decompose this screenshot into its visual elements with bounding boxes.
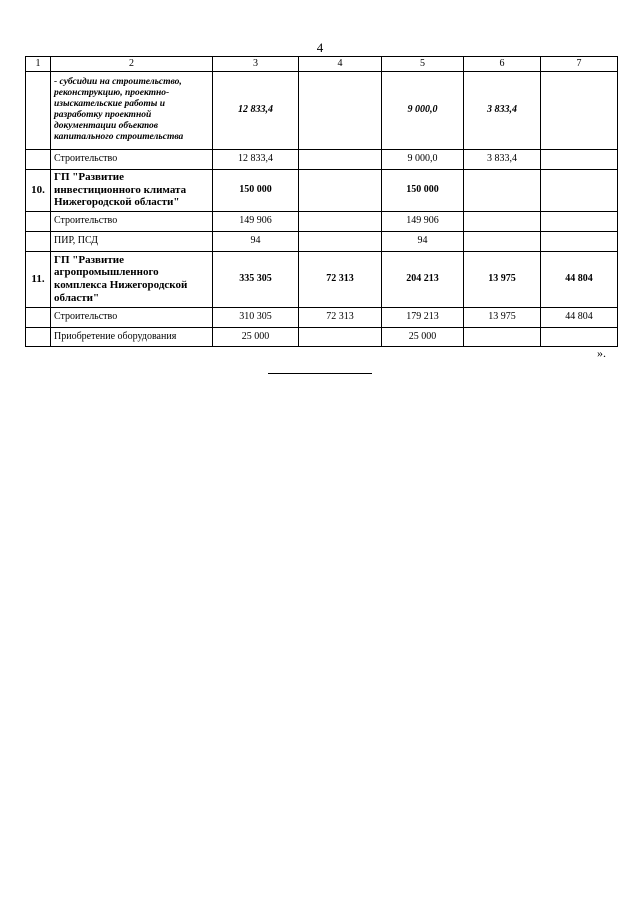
row-index: 11. bbox=[26, 251, 51, 307]
row-value bbox=[541, 231, 618, 251]
row-index: 10. bbox=[26, 169, 51, 211]
row-value bbox=[299, 149, 382, 169]
row-value bbox=[299, 71, 382, 149]
row-value: 179 213 bbox=[382, 307, 464, 327]
row-value: 149 906 bbox=[213, 211, 299, 231]
row-value bbox=[464, 169, 541, 211]
row-value: 3 833,4 bbox=[464, 149, 541, 169]
table-row bbox=[26, 71, 618, 149]
table-row bbox=[26, 149, 618, 169]
budget-table bbox=[25, 56, 618, 347]
table-row bbox=[26, 307, 618, 327]
row-value: 9 000,0 bbox=[382, 71, 464, 149]
table-row bbox=[26, 327, 618, 346]
row-index bbox=[26, 71, 51, 149]
divider-line bbox=[268, 373, 372, 374]
row-value: 13 975 bbox=[464, 307, 541, 327]
row-value bbox=[541, 211, 618, 231]
row-value: 44 804 bbox=[541, 251, 618, 307]
row-value bbox=[299, 231, 382, 251]
row-value bbox=[464, 231, 541, 251]
row-value: 150 000 bbox=[382, 169, 464, 211]
header-cell: 5 bbox=[382, 57, 464, 72]
row-value: 9 000,0 bbox=[382, 149, 464, 169]
row-value: 149 906 bbox=[382, 211, 464, 231]
row-value bbox=[541, 169, 618, 211]
row-value: 12 833,4 bbox=[213, 149, 299, 169]
row-name: Строительство bbox=[51, 211, 213, 231]
row-value bbox=[541, 327, 618, 346]
row-name: ПИР, ПСД bbox=[51, 231, 213, 251]
row-name: ГП "Развитие агропромышленного комплекса Нижегородской области" bbox=[51, 251, 213, 307]
row-index bbox=[26, 307, 51, 327]
row-index bbox=[26, 211, 51, 231]
header-row bbox=[26, 57, 618, 72]
header-cell: 7 bbox=[541, 57, 618, 72]
header-cell: 2 bbox=[51, 57, 213, 72]
row-value: 3 833,4 bbox=[464, 71, 541, 149]
row-name: Строительство bbox=[51, 149, 213, 169]
row-value: 335 305 bbox=[213, 251, 299, 307]
row-value bbox=[541, 71, 618, 149]
row-value bbox=[299, 169, 382, 211]
row-value: 150 000 bbox=[213, 169, 299, 211]
row-value: 25 000 bbox=[213, 327, 299, 346]
row-value: 44 804 bbox=[541, 307, 618, 327]
row-value bbox=[464, 211, 541, 231]
row-value: 94 bbox=[213, 231, 299, 251]
row-name: Строительство bbox=[51, 307, 213, 327]
table-row bbox=[26, 251, 618, 307]
row-index bbox=[26, 231, 51, 251]
row-value bbox=[299, 327, 382, 346]
row-value: 72 313 bbox=[299, 307, 382, 327]
row-value: 72 313 bbox=[299, 251, 382, 307]
header-cell: 3 bbox=[213, 57, 299, 72]
row-value bbox=[464, 327, 541, 346]
row-value bbox=[299, 211, 382, 231]
row-value: 310 305 bbox=[213, 307, 299, 327]
closing-quote-mark: ». bbox=[597, 346, 606, 360]
table-row bbox=[26, 211, 618, 231]
row-value: 13 975 bbox=[464, 251, 541, 307]
header-cell: 4 bbox=[299, 57, 382, 72]
row-index bbox=[26, 149, 51, 169]
table-row bbox=[26, 231, 618, 251]
header-cell: 1 bbox=[26, 57, 51, 72]
row-value: 204 213 bbox=[382, 251, 464, 307]
row-value: 94 bbox=[382, 231, 464, 251]
row-name: - субсидии на строительство, реконструкцию, проектно-изыскательские работы и разработку проектной документации объектов капитального строительства bbox=[51, 71, 213, 149]
row-name: ГП "Развитие инвестиционного климата Нижегородской области" bbox=[51, 169, 213, 211]
page-number: 4 bbox=[316, 40, 324, 55]
header-cell: 6 bbox=[464, 57, 541, 72]
row-value: 12 833,4 bbox=[213, 71, 299, 149]
row-name: Приобретение оборудования bbox=[51, 327, 213, 346]
row-value: 25 000 bbox=[382, 327, 464, 346]
row-value bbox=[541, 149, 618, 169]
table-row bbox=[26, 169, 618, 211]
row-index bbox=[26, 327, 51, 346]
